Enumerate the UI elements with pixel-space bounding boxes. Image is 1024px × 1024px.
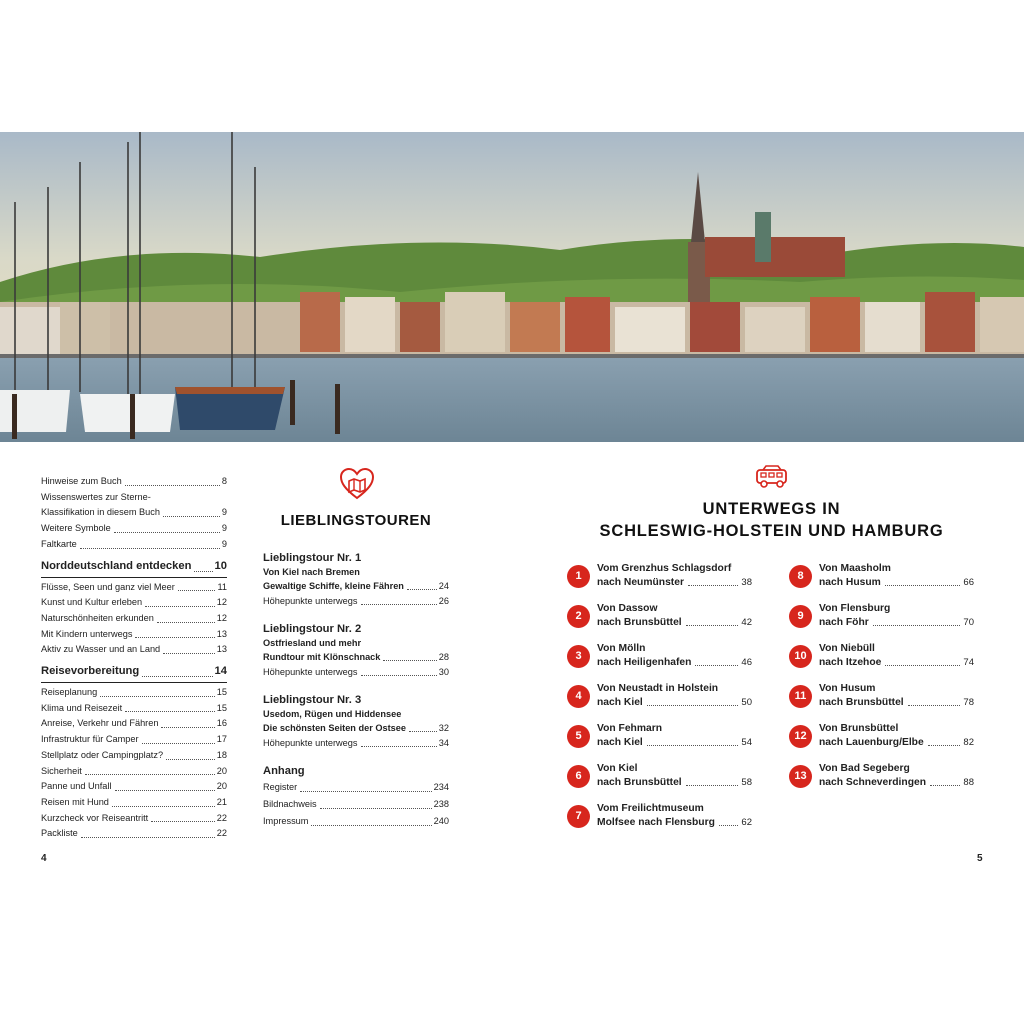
tour-block: [263, 692, 449, 751]
tour-subtitle: Ostfriesland und mehr: [263, 638, 362, 648]
toc-entry[interactable]: Klassifikation in diesem Buch 9: [41, 507, 227, 518]
toc-entry[interactable]: Aktiv zu Wasser und an Land 13: [41, 644, 227, 655]
tour-item-10[interactable]: 10 Von Niebüll nach Itzehoe 74: [789, 642, 974, 670]
toc-entry[interactable]: Faltkarte 9: [41, 538, 227, 549]
tour-title[interactable]: Lieblingstour Nr. 2: [263, 623, 362, 635]
toc-entry[interactable]: Kurzcheck vor Reiseantritt 22: [41, 812, 227, 823]
toc-section-heading[interactable]: Norddeutschland entdecken 10: [41, 559, 227, 572]
tour-number-badge: 5: [567, 725, 590, 748]
tour-subtitle: Von Kiel nach Bremen: [263, 567, 360, 577]
tour-number-badge: 3: [567, 645, 590, 668]
tour-number-badge: 4: [567, 685, 590, 708]
toc-entry[interactable]: Kunst und Kultur erleben 12: [41, 597, 227, 608]
tour-item-11[interactable]: 11 Von Husum nach Brunsbüttel 78: [789, 682, 974, 710]
tour-number-badge: 11: [789, 685, 812, 708]
tour-number-badge: 6: [567, 765, 590, 788]
tour-item-3[interactable]: 3 Von Mölln nach Heiligenhafen 46: [567, 642, 752, 670]
tour-entry[interactable]: Die schönsten Seiten der Ostsee 32: [263, 723, 449, 733]
tour-title[interactable]: Lieblingstour Nr. 3: [263, 694, 362, 706]
tour-item-5[interactable]: 5 Von Fehmarn nach Kiel 54: [567, 722, 752, 750]
tour-number-badge: 8: [789, 565, 812, 588]
tour-number-badge: 10: [789, 645, 812, 668]
toc-entry[interactable]: Höhepunkte unterwegs 34: [263, 738, 449, 748]
tour-number-badge: 1: [567, 565, 590, 588]
toc-entry[interactable]: Naturschönheiten erkunden 12: [41, 612, 227, 623]
toc-entry[interactable]: Hinweise zum Buch 8: [41, 476, 227, 486]
tour-number-badge: 2: [567, 605, 590, 628]
toc-section-heading[interactable]: Reisevorbereitung 14: [41, 665, 227, 678]
tour-number-badge: 12: [789, 725, 812, 748]
toc-entry[interactable]: Klima und Reisezeit 15: [41, 702, 227, 713]
toc-entry[interactable]: Flüsse, Seen und ganz viel Meer 11: [41, 581, 227, 592]
tour-item-9[interactable]: 9 Von Flensburg nach Föhr 70: [789, 602, 974, 630]
divider: [41, 577, 227, 578]
toc-entry[interactable]: Reiseplanung 15: [41, 687, 227, 698]
tour-entry[interactable]: Gewaltige Schiffe, kleine Fähren 24: [263, 581, 449, 591]
toc-entry[interactable]: Stellplatz oder Campingplatz? 18: [41, 749, 227, 760]
camper-van-icon: [755, 465, 789, 494]
tour-block: [263, 550, 449, 609]
toc-entry[interactable]: Impressum 240: [263, 816, 449, 826]
toc-entry[interactable]: Höhepunkte unterwegs 26: [263, 596, 449, 606]
tour-item-7[interactable]: 7 Vom Freilichtmuseum Molfsee nach Flensburg 62: [567, 802, 752, 830]
harbour-photo: [0, 132, 1024, 442]
toc-entry[interactable]: Reisen mit Hund 21: [41, 796, 227, 807]
toc-entry[interactable]: Panne und Unfall 20: [41, 781, 227, 792]
toc-entry-line[interactable]: Wissenswertes zur Sterne-: [41, 491, 151, 502]
tour-title[interactable]: Lieblingstour Nr. 1: [263, 552, 362, 564]
tour-number-badge: 13: [789, 765, 812, 788]
unterwegs-heading-line1: UNTERWEGS IN: [702, 500, 841, 518]
tour-item-2[interactable]: 2 Von Dassow nach Brunsbüttel 42: [567, 602, 752, 630]
toc-lieblingstouren: [263, 548, 449, 842]
tour-number-badge: 9: [789, 605, 812, 628]
tour-block: [263, 621, 449, 680]
toc-entry[interactable]: Anreise, Verkehr und Fähren 16: [41, 718, 227, 729]
toc-entry[interactable]: Höhepunkte unterwegs 30: [263, 667, 449, 677]
toc-entry[interactable]: Register 234: [263, 782, 449, 792]
lieblingstouren-heading: LIEBLINGSTOUREN: [280, 512, 432, 529]
toc-general: [41, 474, 227, 842]
tour-entry[interactable]: Rundtour mit Klönschnack 28: [263, 652, 449, 662]
tour-item-4[interactable]: 4 Von Neustadt in Holstein nach Kiel 50: [567, 682, 752, 710]
tour-item-13[interactable]: 13 Von Bad Segeberg nach Schneverdingen 88: [789, 762, 974, 790]
toc-entry[interactable]: Packliste 22: [41, 828, 227, 839]
heart-map-icon: [339, 468, 375, 505]
tour-number-badge: 7: [567, 805, 590, 828]
toc-entry[interactable]: Weitere Symbole 9: [41, 523, 227, 534]
page-number-left: 4: [41, 853, 47, 864]
tour-item-6[interactable]: 6 Von Kiel nach Brunsbüttel 58: [567, 762, 752, 790]
tour-item-8[interactable]: 8 Von Maasholm nach Husum 66: [789, 562, 974, 590]
tour-item-1[interactable]: 1 Vom Grenzhus Schlagsdorf nach Neumünster 38: [567, 562, 752, 590]
page-number-right: 5: [977, 853, 983, 864]
toc-entry[interactable]: Sicherheit 20: [41, 765, 227, 776]
toc-entry[interactable]: Bildnachweis 238: [263, 799, 449, 809]
divider: [41, 682, 227, 683]
toc-entry[interactable]: Infrastruktur für Camper 17: [41, 734, 227, 745]
anhang-block: [263, 763, 449, 830]
tour-item-12[interactable]: 12 Von Brunsbüttel nach Lauenburg/Elbe 82: [789, 722, 974, 750]
unterwegs-heading-line2: SCHLESWIG-HOLSTEIN UND HAMBURG: [599, 522, 944, 540]
toc-entry[interactable]: Mit Kindern unterwegs 13: [41, 628, 227, 639]
anhang-title[interactable]: Anhang: [263, 765, 305, 777]
unterwegs-heading: [575, 498, 968, 542]
tour-subtitle: Usedom, Rügen und Hiddensee: [263, 709, 402, 719]
